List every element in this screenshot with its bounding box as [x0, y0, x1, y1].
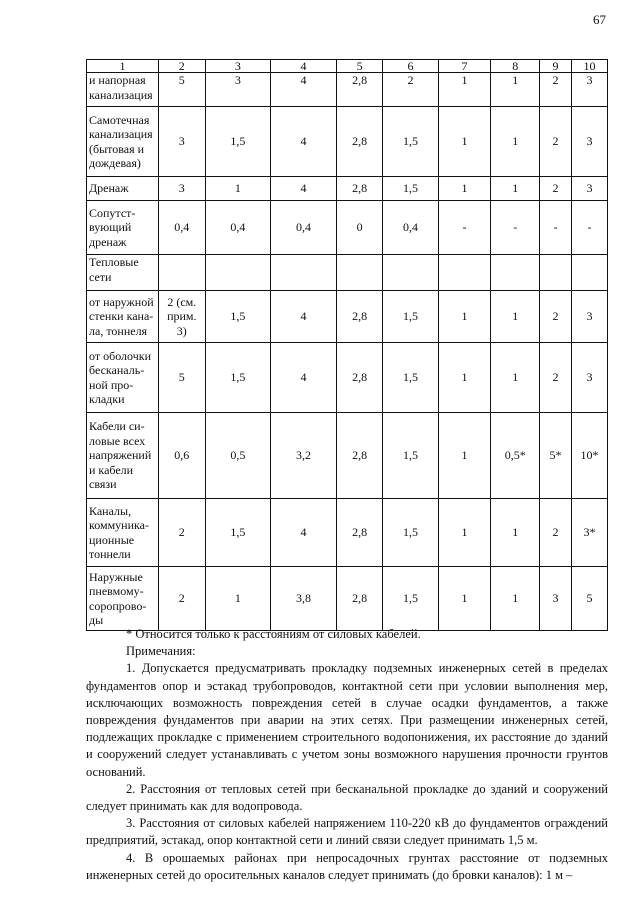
table-cell: 1,5 — [383, 413, 438, 499]
table-cell: 1 — [438, 413, 491, 499]
table-cell: 2 — [540, 343, 572, 413]
table-cell: 3 — [571, 177, 607, 201]
table-cell: 2 — [540, 177, 572, 201]
table-cell: 0,4 — [271, 201, 337, 255]
note-item: 4. В орошаемых районах при непросадочных грунтах расстояние от подземных инженерных сетей до оросительных каналов следует принимать (до бровки каналов): 1 м – — [86, 850, 608, 882]
table-cell: - — [491, 201, 540, 255]
table-cell: 0,4 — [205, 201, 271, 255]
table-cell: 1,5 — [383, 499, 438, 567]
table-row — [87, 255, 608, 291]
table-row — [87, 343, 608, 413]
table-cell: 1 — [438, 343, 491, 413]
table-cell: - — [571, 201, 607, 255]
table-cell: 0,4 — [383, 201, 438, 255]
row-name: и напорная канализация — [87, 73, 159, 107]
table-cell: 2 — [540, 499, 572, 567]
table-row — [87, 107, 608, 177]
table-cell: 0,5 — [205, 413, 271, 499]
table-cell: 2,8 — [336, 107, 383, 177]
table-cell: 1,5 — [205, 291, 271, 343]
row-name: Сопутст-вующий дренаж — [87, 201, 159, 255]
row-name: Самотечная канализация (бытовая и дождевая) — [87, 107, 159, 177]
table-cell: 1,5 — [205, 107, 271, 177]
table-cell — [571, 255, 607, 291]
table-cell: 1 — [491, 73, 540, 107]
table-cell: 1 — [491, 291, 540, 343]
table-row — [87, 413, 608, 499]
table-cell: 2 — [159, 567, 206, 631]
row-name: Каналы, коммуника-ционные тоннели — [87, 499, 159, 567]
table-header-row — [87, 60, 608, 73]
table-cell: 3 — [571, 107, 607, 177]
table-cell: 3 — [571, 291, 607, 343]
table-cell: 2 — [540, 107, 572, 177]
table-cell: 5 — [159, 343, 206, 413]
column-header: 6 — [383, 60, 438, 73]
column-header: 8 — [491, 60, 540, 73]
table-cell: 3,8 — [271, 567, 337, 631]
distance-table — [86, 59, 608, 631]
note-item: 2. Расстояния от тепловых сетей при бесканальной прокладке до зданий и сооружений следует принимать как для водопровода. — [86, 781, 608, 814]
row-name: от оболочки бесканаль-ной про-кладки — [87, 343, 159, 413]
table-row — [87, 567, 608, 631]
column-header: 2 — [159, 60, 206, 73]
page-number: 67 — [593, 12, 606, 27]
table-cell: 1 — [438, 73, 491, 107]
table-cell: 3* — [571, 499, 607, 567]
table-cell — [205, 255, 271, 291]
table-cell: 3 — [540, 567, 572, 631]
table-row — [87, 201, 608, 255]
note-item: 1. Допускается предусматривать прокладку подземных инженерных сетей в пределах фундаментов опор и эстакад трубопроводов, контактной сети при условии выполнения мер, исключающих возможность повреждения сетей в случае осадки фундаментов, а также повреждения фундаментов при аварии на этих сетях. При размещении инженерных сетей, подлежащих прокладке с применением строительного водопонижения, их расстояние до зданий и сооружений следует устанавливать с учетом зоны возможного нарушения прочности грунтов оснований. — [86, 661, 608, 779]
table-cell — [271, 255, 337, 291]
table-cell: 1 — [438, 567, 491, 631]
table-cell: 1 — [491, 567, 540, 631]
table-cell: 2 — [540, 73, 572, 107]
column-header: 4 — [271, 60, 337, 73]
table-cell: 2 — [159, 499, 206, 567]
column-header: 3 — [205, 60, 271, 73]
row-name: Кабели си-ловые всех напряжений и кабели связи — [87, 413, 159, 499]
table-cell: 1 — [438, 291, 491, 343]
row-name: Наружные пневмому-соропрово-ды — [87, 567, 159, 631]
table-cell — [336, 255, 383, 291]
table-row — [87, 177, 608, 201]
table-row — [87, 499, 608, 567]
notes-section — [86, 626, 608, 884]
table-cell: 2,8 — [336, 499, 383, 567]
table-cell: 2 — [383, 73, 438, 107]
footnote: * Относится только к расстояниям от силовых кабелей. — [126, 627, 421, 641]
table-cell: 2,8 — [336, 291, 383, 343]
table-cell: 1,5 — [383, 343, 438, 413]
table-cell: 3 — [571, 73, 607, 107]
table-cell: 3 — [159, 177, 206, 201]
table-cell: 1 — [438, 107, 491, 177]
table-cell: 0,6 — [159, 413, 206, 499]
table-cell: 4 — [271, 343, 337, 413]
table-cell: 0,5* — [491, 413, 540, 499]
table-cell: 1,5 — [205, 343, 271, 413]
table-cell: 1 — [438, 177, 491, 201]
table-cell: 5 — [159, 73, 206, 107]
table-cell: 1 — [205, 177, 271, 201]
table-cell: - — [438, 201, 491, 255]
table-cell: 2,8 — [336, 73, 383, 107]
table-cell: 2 — [540, 291, 572, 343]
row-name: Тепловые сети — [87, 255, 159, 291]
table-cell: 1 — [438, 499, 491, 567]
table-cell: 4 — [271, 177, 337, 201]
table-cell: 1 — [491, 343, 540, 413]
table-cell: 10* — [571, 413, 607, 499]
table-cell: 1,5 — [205, 499, 271, 567]
notes-heading: Примечания: — [126, 644, 196, 659]
table-row — [87, 73, 608, 107]
table-cell: 2,8 — [336, 177, 383, 201]
column-header: 10 — [571, 60, 607, 73]
row-name: от наружной стенки кана-ла, тоннеля — [87, 291, 159, 343]
table-cell: 3 — [159, 107, 206, 177]
table-row — [87, 291, 608, 343]
table-cell: 4 — [271, 73, 337, 107]
table-cell: 1 — [491, 499, 540, 567]
table-cell: 2,8 — [336, 567, 383, 631]
table-cell: 3,2 — [271, 413, 337, 499]
table-cell: 1 — [491, 107, 540, 177]
table-cell: 2,8 — [336, 413, 383, 499]
table-cell: - — [540, 201, 572, 255]
column-header: 9 — [540, 60, 572, 73]
table-cell: 1,5 — [383, 567, 438, 631]
table-cell — [491, 255, 540, 291]
table-cell: 3 — [571, 343, 607, 413]
note-item: 3. Расстояния от силовых кабелей напряжением 110-220 кВ до фундаментов ограждений предприятий, эстакад, опор контактной сети и линий связи следует принимать 1,5 м. — [86, 816, 608, 848]
table-cell: 3 — [205, 73, 271, 107]
table-cell — [540, 255, 572, 291]
table-cell: 2 (см. прим. 3) — [159, 291, 206, 343]
table-cell: 1,5 — [383, 177, 438, 201]
table-cell — [159, 255, 206, 291]
table-cell: 1 — [491, 177, 540, 201]
table-cell: 1,5 — [383, 107, 438, 177]
column-header: 7 — [438, 60, 491, 73]
table-cell: 2,8 — [336, 343, 383, 413]
table-cell: 4 — [271, 291, 337, 343]
table-cell: 5* — [540, 413, 572, 499]
column-header: 5 — [336, 60, 383, 73]
table-cell: 4 — [271, 499, 337, 567]
table-cell: 1,5 — [383, 291, 438, 343]
table-cell: 1 — [205, 567, 271, 631]
table-cell — [438, 255, 491, 291]
table-cell: 0,4 — [159, 201, 206, 255]
table-cell — [383, 255, 438, 291]
row-name: Дренаж — [87, 177, 159, 201]
table-cell: 5 — [571, 567, 607, 631]
table-cell: 4 — [271, 107, 337, 177]
column-header: 1 — [87, 60, 159, 73]
table-cell: 0 — [336, 201, 383, 255]
